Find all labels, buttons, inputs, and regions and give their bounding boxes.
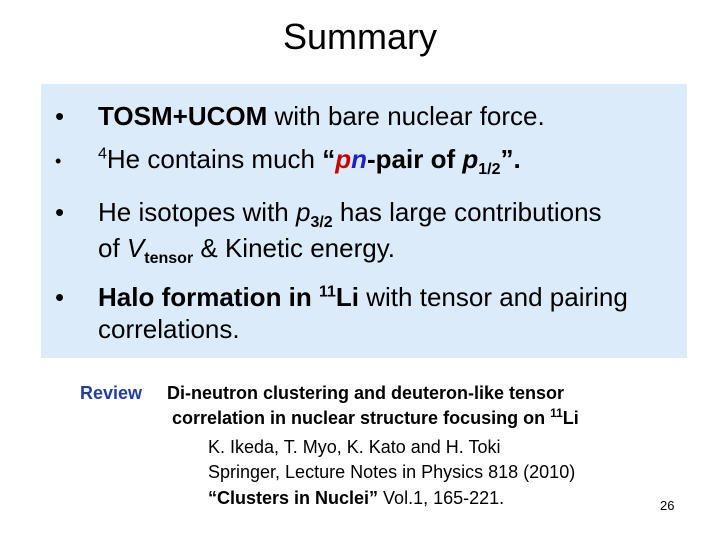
bullet-rest: with bare nuclear force. — [267, 101, 545, 131]
bullet-marker: • — [55, 151, 62, 171]
mass-number: 11 — [319, 283, 336, 301]
line1a: He isotopes with — [98, 197, 296, 227]
book-title: “Clusters in Nuclei” — [208, 488, 379, 508]
pair-text: -pair of — [367, 144, 463, 174]
line2-end: Li — [562, 408, 579, 428]
reference-book — [208, 486, 504, 510]
reference-title-line2 — [172, 406, 579, 430]
quote-open: “ — [322, 144, 336, 174]
orbit-letter: p — [462, 144, 479, 174]
bold1: Halo formation in — [98, 282, 319, 312]
proton-letter: p — [335, 144, 352, 174]
bullet-text-line2: correlations. — [98, 314, 240, 344]
page-number: 26 — [660, 498, 675, 513]
line2b: & Kinetic energy. — [193, 233, 396, 263]
bold2: Li — [335, 282, 360, 312]
reference-title-line1: Di-neutron clustering and deuteron-like tensor — [167, 383, 565, 403]
v-letter: V — [126, 233, 145, 263]
bullet-marker: • — [55, 197, 65, 227]
bullet-text — [98, 195, 602, 232]
reference-authors: K. Ikeda, T. Myo, K. Kato and H. Toki — [208, 437, 501, 457]
book-volume: Vol.1, 165-221. — [378, 488, 505, 508]
bullet-text — [98, 99, 545, 133]
reference-publisher: Springer, Lecture Notes in Physics 818 (2010) — [208, 462, 576, 482]
orbit-sub: 1/2 — [478, 161, 501, 179]
line2-text: correlation in nuclear structure focusing on — [172, 408, 551, 428]
line2-mass: 11 — [550, 406, 563, 420]
review-label: Review — [80, 383, 143, 403]
quote-close: ”. — [500, 144, 521, 174]
line2a: of — [98, 233, 127, 263]
mass-number: 4 — [98, 145, 107, 163]
orbit-sub: 3/2 — [310, 214, 333, 232]
bullet-text — [98, 142, 521, 179]
rest: with tensor and pairing — [359, 282, 628, 312]
line1b: has large contributions — [332, 197, 602, 227]
bullet-text — [98, 280, 628, 314]
slide-title: Summary — [282, 16, 438, 57]
v-sub: tensor — [144, 250, 194, 268]
nucleus-text: He contains much — [106, 144, 323, 174]
summary-panel — [41, 84, 687, 358]
bullet-marker: • — [55, 282, 65, 312]
orbit-letter: p — [295, 197, 311, 227]
neutron-letter: n — [351, 144, 368, 174]
bold-term: TOSM+UCOM — [98, 101, 268, 131]
bullet-text-line2 — [98, 231, 396, 268]
bullet-marker: • — [55, 101, 65, 131]
